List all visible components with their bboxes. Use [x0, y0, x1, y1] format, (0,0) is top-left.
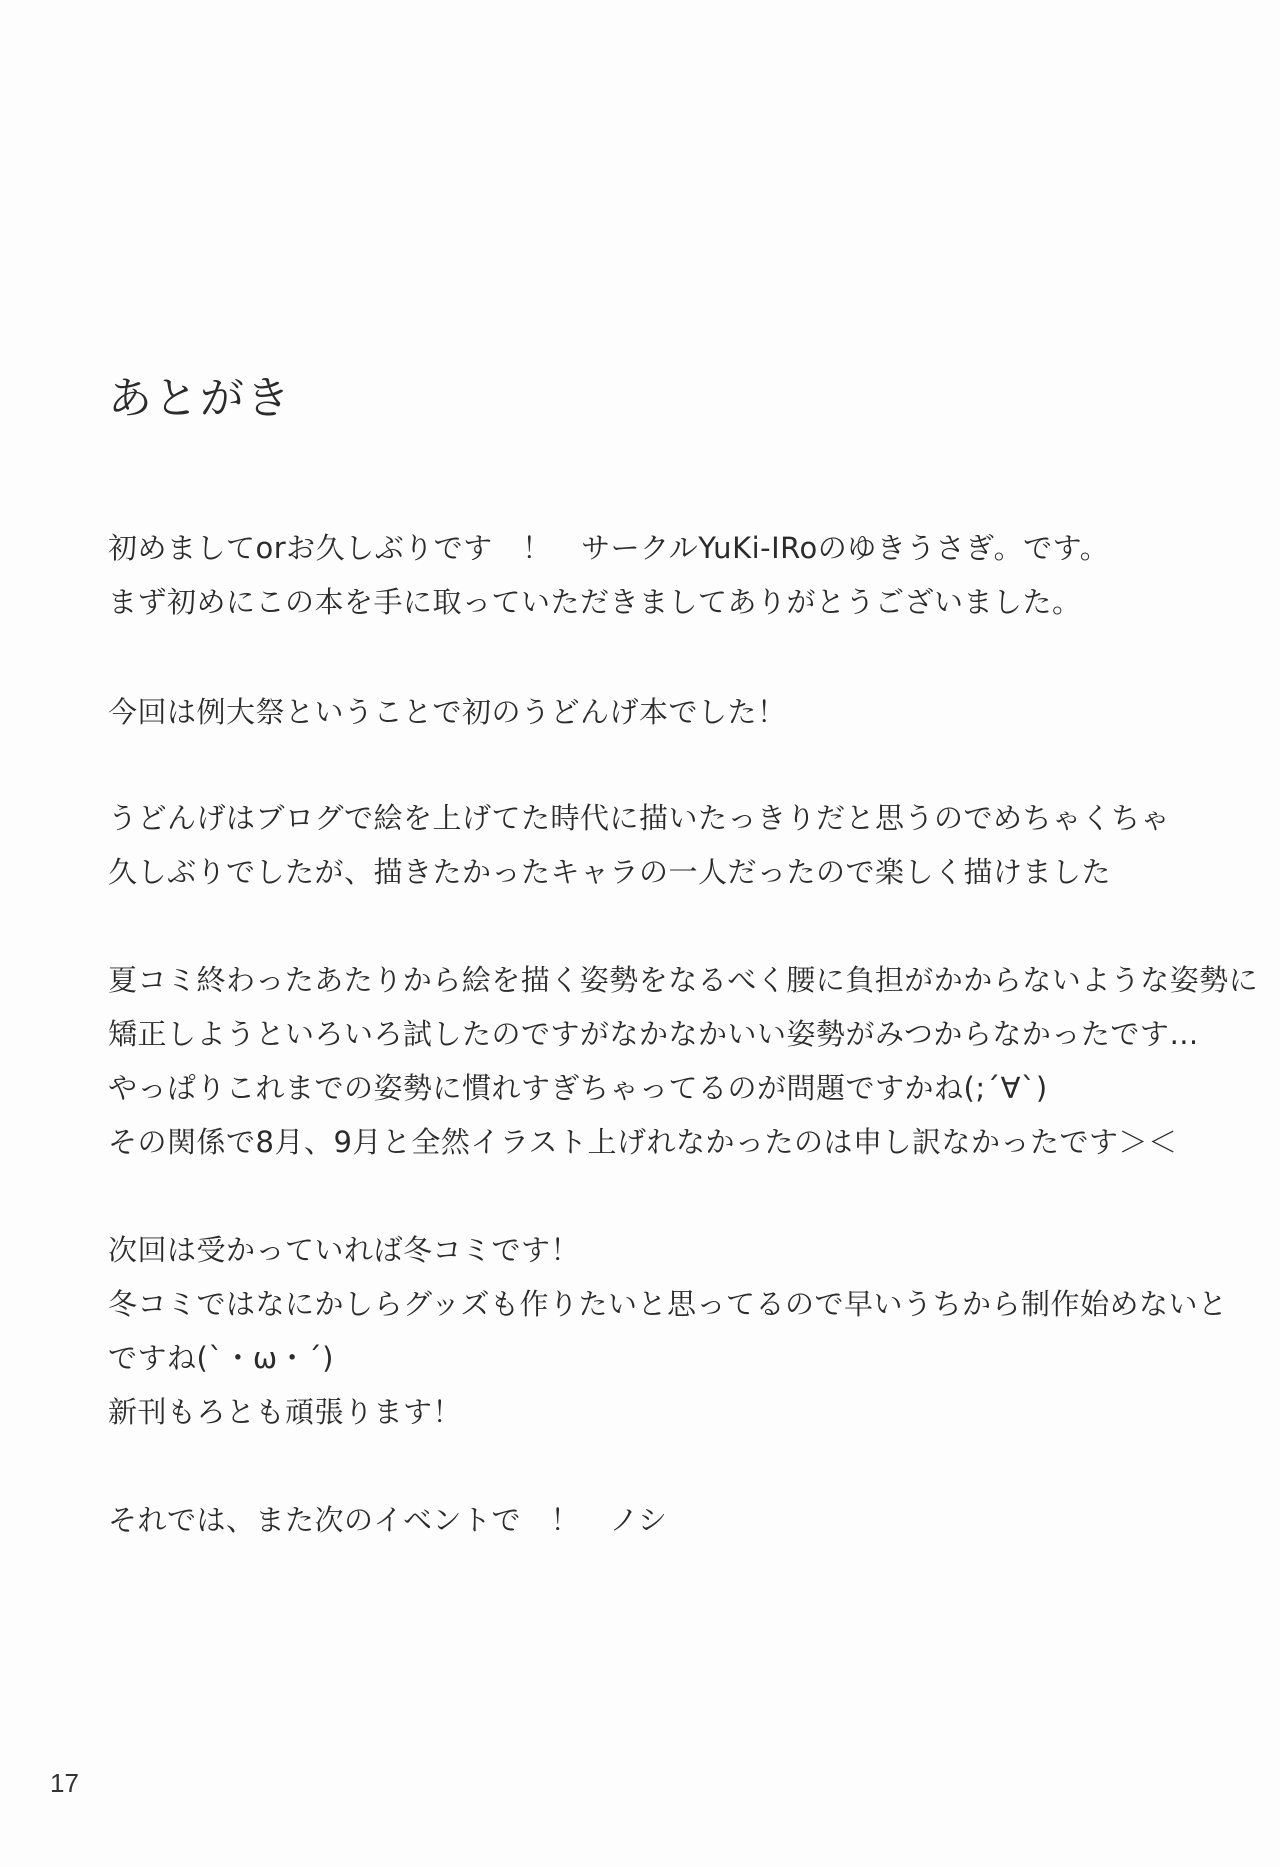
page-title: あとがき	[108, 373, 292, 424]
text-line: その関係で8月、9月と全然イラスト上げれなかったのは申し訳なかったです＞＜	[108, 1125, 1178, 1159]
text-line: 夏コミ終わったあたりから絵を描く姿勢をなるべく腰に負担がかからないような姿勢に	[108, 963, 1259, 997]
text-line: うどんげはブログで絵を上げてた時代に描いたっきりだと思うのでめちゃくちゃ	[108, 801, 1171, 835]
text-line: 冬コミではなにかしらグッズも作りたいと思ってるので早いうちから制作始めないと	[108, 1287, 1228, 1321]
text-line: 新刊もろとも頑張ります！	[108, 1395, 463, 1429]
text-line: それでは、また次のイベントで ！ ノシ	[108, 1503, 668, 1537]
text-line: ですね(`・ω・´)	[108, 1341, 334, 1375]
text-line: まず初めにこの本を手に取っていただきましてありがとうございました。	[108, 585, 1082, 619]
page-number: 17	[50, 1768, 79, 1798]
text-line: やっぱりこれまでの姿勢に慣れすぎちゃってるのが問題ですかね(;´∀`)	[108, 1071, 1048, 1105]
text-line: 矯正しようといろいろ試したのですがなかなかいい姿勢がみつからなかったです…	[108, 1017, 1199, 1051]
text-line: 初めましてorお久しぶりです ！ サークルYuKi-IRoのゆきうさぎ。です。	[108, 531, 1110, 565]
text-line: 久しぶりでしたが、描きたかったキャラの一人だったので楽しく描けました	[108, 855, 1112, 889]
text-line: 次回は受かっていれば冬コミです！	[108, 1233, 581, 1267]
text-line: 今回は例大祭ということで初のうどんげ本でした！	[108, 695, 787, 729]
